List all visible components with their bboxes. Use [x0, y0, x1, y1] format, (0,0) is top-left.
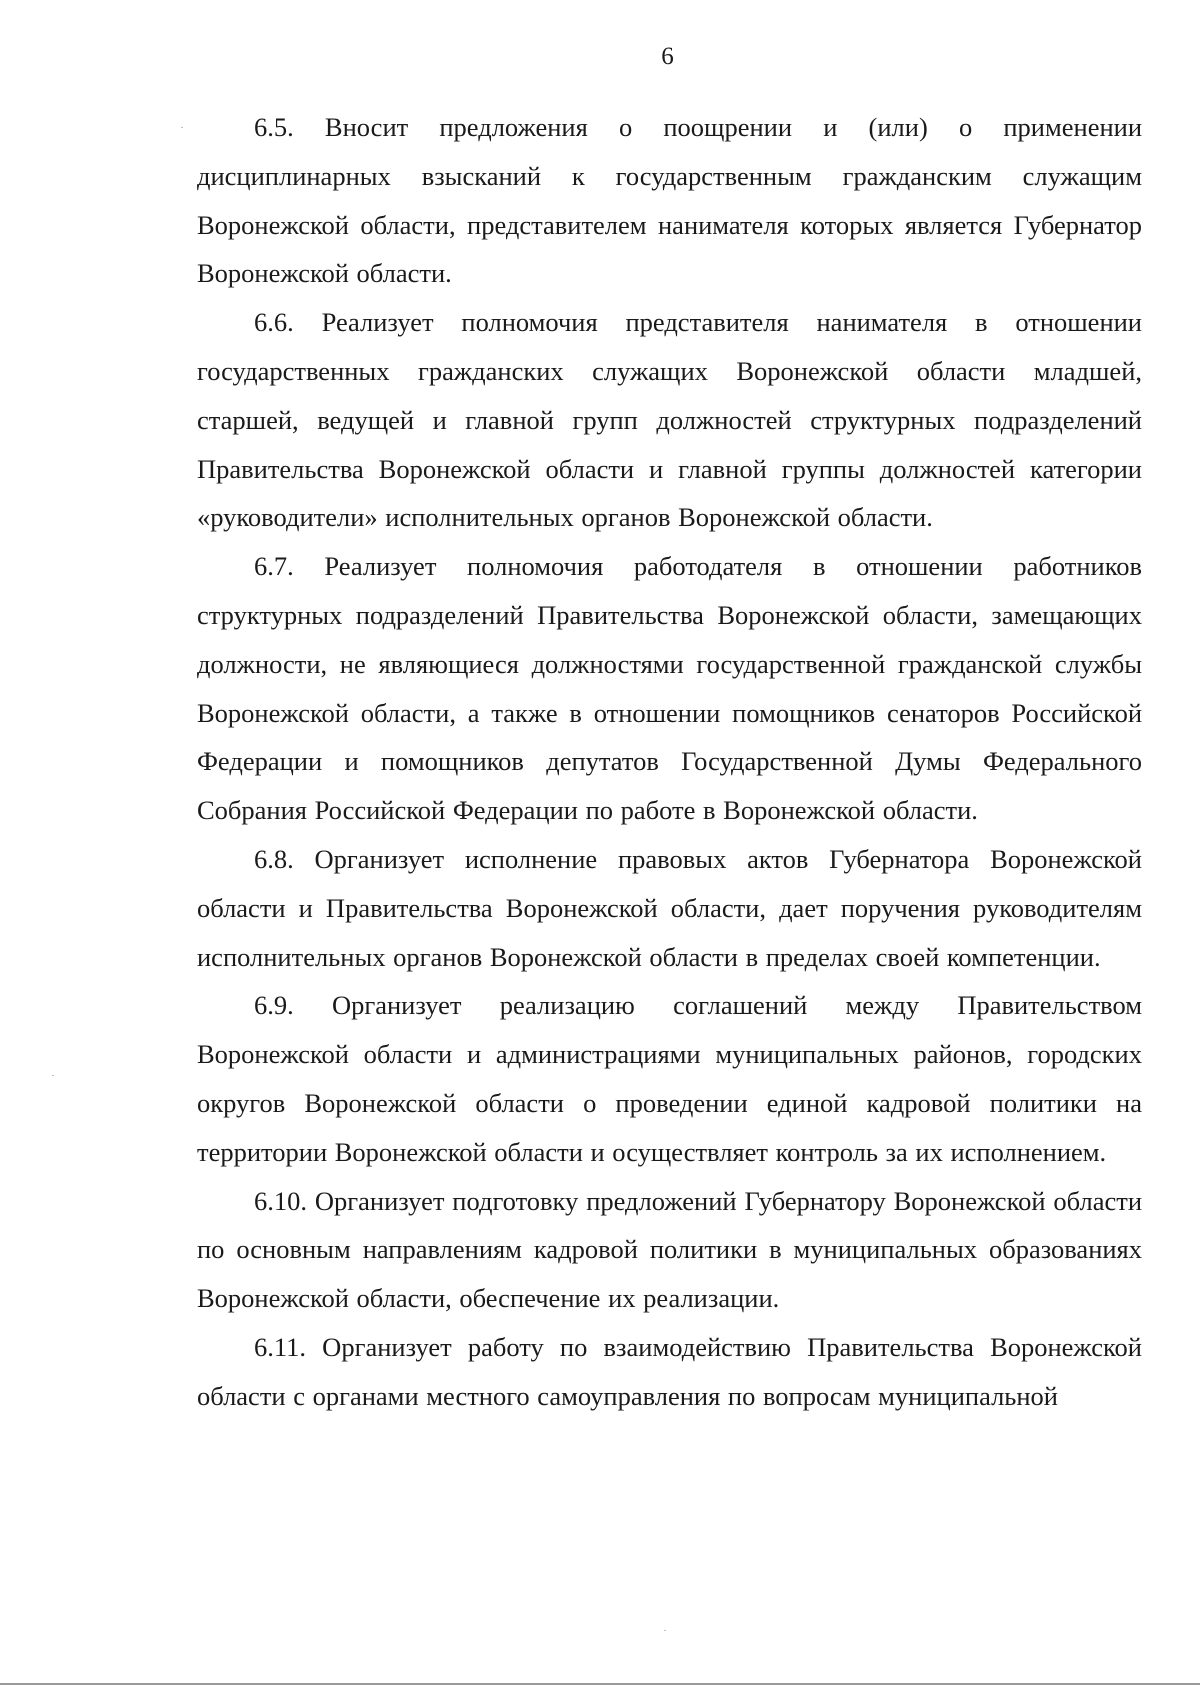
scan-speck — [52, 1075, 54, 1076]
paragraph-6-9: 6.9. Организует реализацию соглашений между Правительством Воронежской области и администрациями муниципальных районов, городских округов Воронежской области о проведении единой кадровой политики на территории Воронежской области и осуществляет контроль за их исполнением. — [197, 990, 1142, 1167]
paragraph-6-7: 6.7. Реализует полномочия работодателя в отношении работников структурных подразделений Правительства Воронежской области, замещающих должности, не являющиеся должностями государственной гражданской службы Воронежской области, а также в отношении помощников сенаторов Российской Федерации и помощников депутатов Государственной Думы Федерального Собрания Российской Федерации по работе в Воронежской области. — [197, 551, 1142, 826]
document-body — [197, 103, 1142, 1421]
page-number: 6 — [661, 43, 674, 70]
scan-speck — [181, 127, 183, 128]
paragraph-6-11: 6.11. Организует работу по взаимодействию Правительства Воронежской области с органами местного самоуправления по вопросам муниципальной — [197, 1331, 1142, 1411]
scan-speck — [664, 1630, 666, 1631]
paragraph-6-8: 6.8. Организует исполнение правовых актов Губернатора Воронежской области и Правительства Воронежской области, дает поручения руководителям исполнительных органов Воронежской области в пределах своей компетенции. — [197, 843, 1142, 972]
paragraph-6-5: 6.5. Вносит предложения о поощрении и (или) о применении дисциплинарных взысканий к государственным гражданским служащим Воронежской области, представителем нанимателя которых является Губернатор Воронежской области. — [197, 112, 1142, 289]
paragraph-6-10: 6.10. Организует подготовку предложений Губернатору Воронежской области по основным направлениям кадровой политики в муниципальных образованиях Воронежской области, обеспечение их реализации. — [197, 1185, 1142, 1314]
paragraph-6-6: 6.6. Реализует полномочия представителя нанимателя в отношении государственных гражданских служащих Воронежской области младшей, старшей, ведущей и главной групп должностей структурных подразделений Правительства Воронежской области и главной группы должностей категории «руководители» исполнительных органов Воронежской области. — [197, 307, 1142, 533]
scan-edge-line — [0, 1683, 1200, 1685]
